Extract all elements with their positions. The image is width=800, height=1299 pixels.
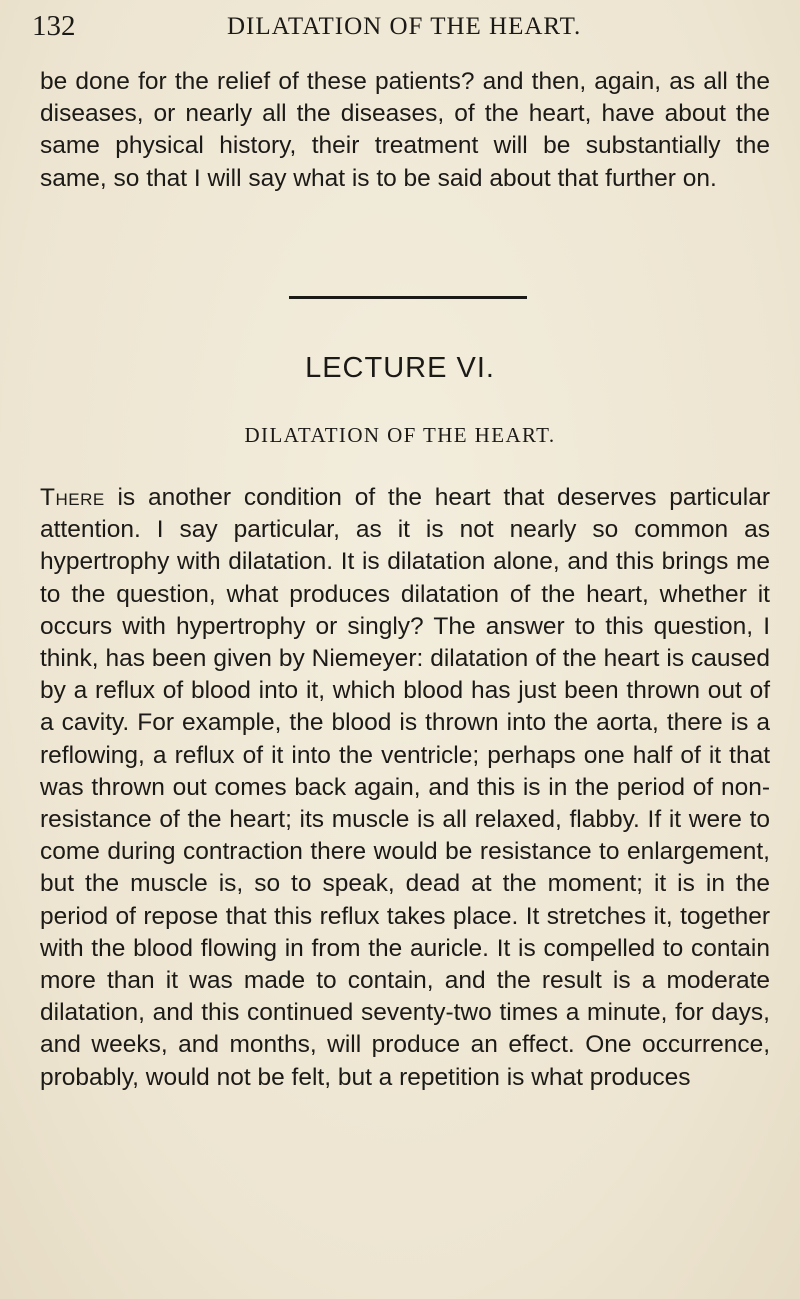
lecture-title: LECTURE VI. [305, 352, 495, 384]
lead-word: There [40, 484, 105, 511]
section-title: DILATATION OF THE HEART. [244, 423, 556, 447]
running-head [32, 8, 772, 44]
body-paragraph [40, 482, 770, 1094]
page-number: 132 [32, 10, 76, 42]
section-divider [289, 296, 527, 299]
running-title: DILATATION OF THE HEART. [227, 13, 582, 40]
top-paragraph: be done for the relief of these patients? and then, again, as all the diseases, or nearly all the diseases, of the heart, have about the same physical history, their treatment will be substantially the same, so that I will say what is to be said about that further on. [40, 68, 770, 192]
body-text: is another condition of the heart that deserves particular attention. I say particular, as it is not nearly so common as hypertrophy with dilatation. It is dilatation alone, and this brings me to the question, what produces dilatation of the heart, whether it occurs with hypertrophy or singly? The answer to this question, I think, has been given by Niemeyer: dilatation of the heart is caused by a reflux of blood into it, which blood has just been thrown out of a cavity. For example, the blood is thrown into the aorta, there is a reflowing, a reflux of it into the ventricle; perhaps one half of it that was thrown out comes back again, and this is in the period of non-resistance of the heart; its muscle is all relaxed, flabby. If it were to come during contraction there would be resistance to enlargement, but the muscle is, so to speak, dead at the moment; it is in the period of repose that this reflux takes place. It stretches it, together with the blood flowing in from the auricle. It is compelled to contain more than it was made to contain, and the result is a moderate dilatation, and this continued seventy-two times a minute, for days, and weeks, and months, will produce an effect. One occurrence, probably, would not be felt, but a repetition is what produces [40, 484, 770, 1091]
